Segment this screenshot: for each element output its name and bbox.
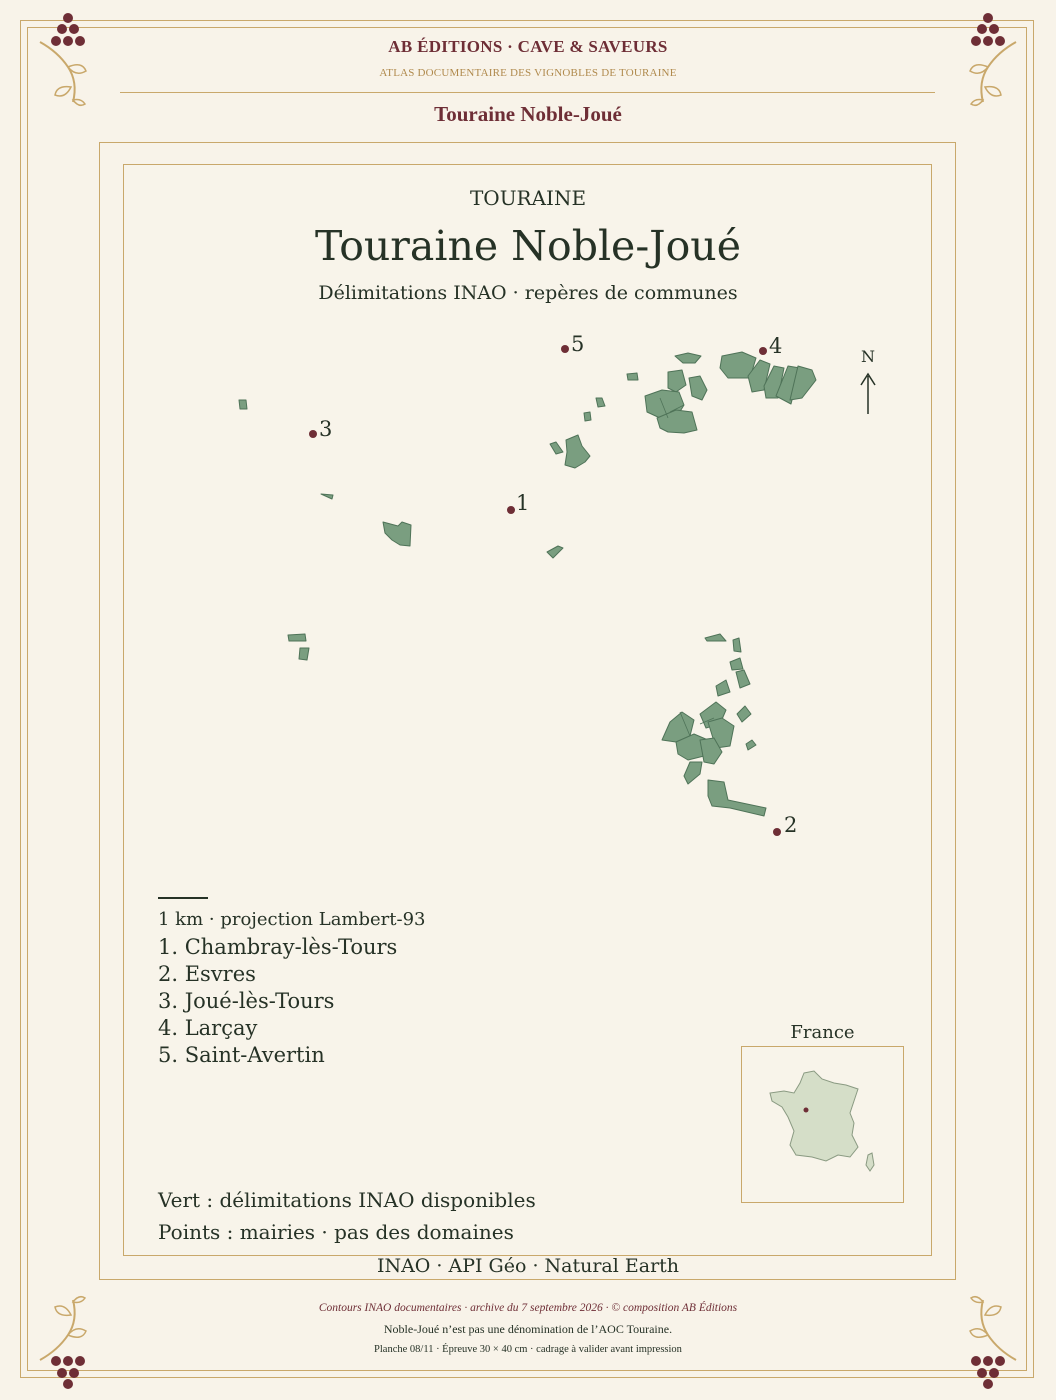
mairie-dot-5 — [561, 345, 569, 353]
inset-label: France — [790, 1022, 855, 1043]
footer-credits: Contours INAO documentaires · archive du 7 septembre 2026 · © composition AB Éditions — [318, 1302, 738, 1314]
mairie-dot-1 — [507, 506, 515, 514]
noble-joue-location-dot — [804, 1108, 809, 1113]
commune-number-3: 3 — [319, 417, 333, 441]
north-arrow-icon — [861, 347, 875, 414]
france-inset — [741, 1046, 904, 1203]
footer-disclaimer: Noble-Joué n’est pas une dénomination de l’AOC Touraine. — [383, 1322, 673, 1336]
mairie-dot-3 — [309, 430, 317, 438]
note-green: Vert : délimitations INAO disponibles — [158, 1188, 536, 1212]
france-outline — [742, 1047, 903, 1202]
legend-item: 3. Joué-lès-Tours — [158, 989, 335, 1013]
map-title: Touraine Noble-Joué — [315, 222, 741, 270]
note-points: Points : mairies · pas des domaines — [158, 1220, 514, 1244]
vineyard-map — [124, 320, 930, 880]
grape-cluster-icon — [38, 12, 98, 112]
legend-item: 2. Esvres — [158, 962, 256, 986]
north-label: N — [861, 347, 875, 366]
commune-number-2: 2 — [784, 813, 798, 837]
commune-legend — [158, 934, 397, 1069]
atlas-subtitle: ATLAS DOCUMENTAIRE DES VIGNOBLES DE TOURAINE — [379, 67, 677, 79]
scale-bar — [158, 897, 208, 899]
map-subtitle: Délimitations INAO · repères de communes — [318, 282, 738, 304]
scale-label: 1 km · projection Lambert-93 — [158, 909, 426, 930]
plate-title: Touraine Noble-Joué — [434, 102, 622, 126]
legend-item: 5. Saint-Avertin — [158, 1043, 325, 1067]
legend-item: 4. Larçay — [158, 1016, 258, 1040]
grape-cluster-icon — [958, 12, 1018, 112]
header-rule — [120, 92, 935, 93]
commune-number-1: 1 — [516, 491, 530, 515]
mairie-dot-4 — [759, 347, 767, 355]
parcel-internal-borders — [660, 398, 714, 736]
map-notes — [158, 1184, 536, 1248]
map-region: TOURAINE — [469, 186, 587, 210]
map-sources: INAO · API Géo · Natural Earth — [376, 1255, 680, 1277]
publisher-name: AB ÉDITIONS · CAVE & SAVEURS — [388, 37, 668, 56]
commune-number-4: 4 — [769, 334, 783, 358]
mairie-dot-2 — [773, 828, 781, 836]
legend-item: 1. Chambray-lès-Tours — [158, 935, 398, 959]
commune-number-5: 5 — [571, 332, 585, 356]
footer-print-info: Planche 08/11 · Épreuve 30 × 40 cm · cadrage à valider avant impression — [374, 1344, 682, 1355]
